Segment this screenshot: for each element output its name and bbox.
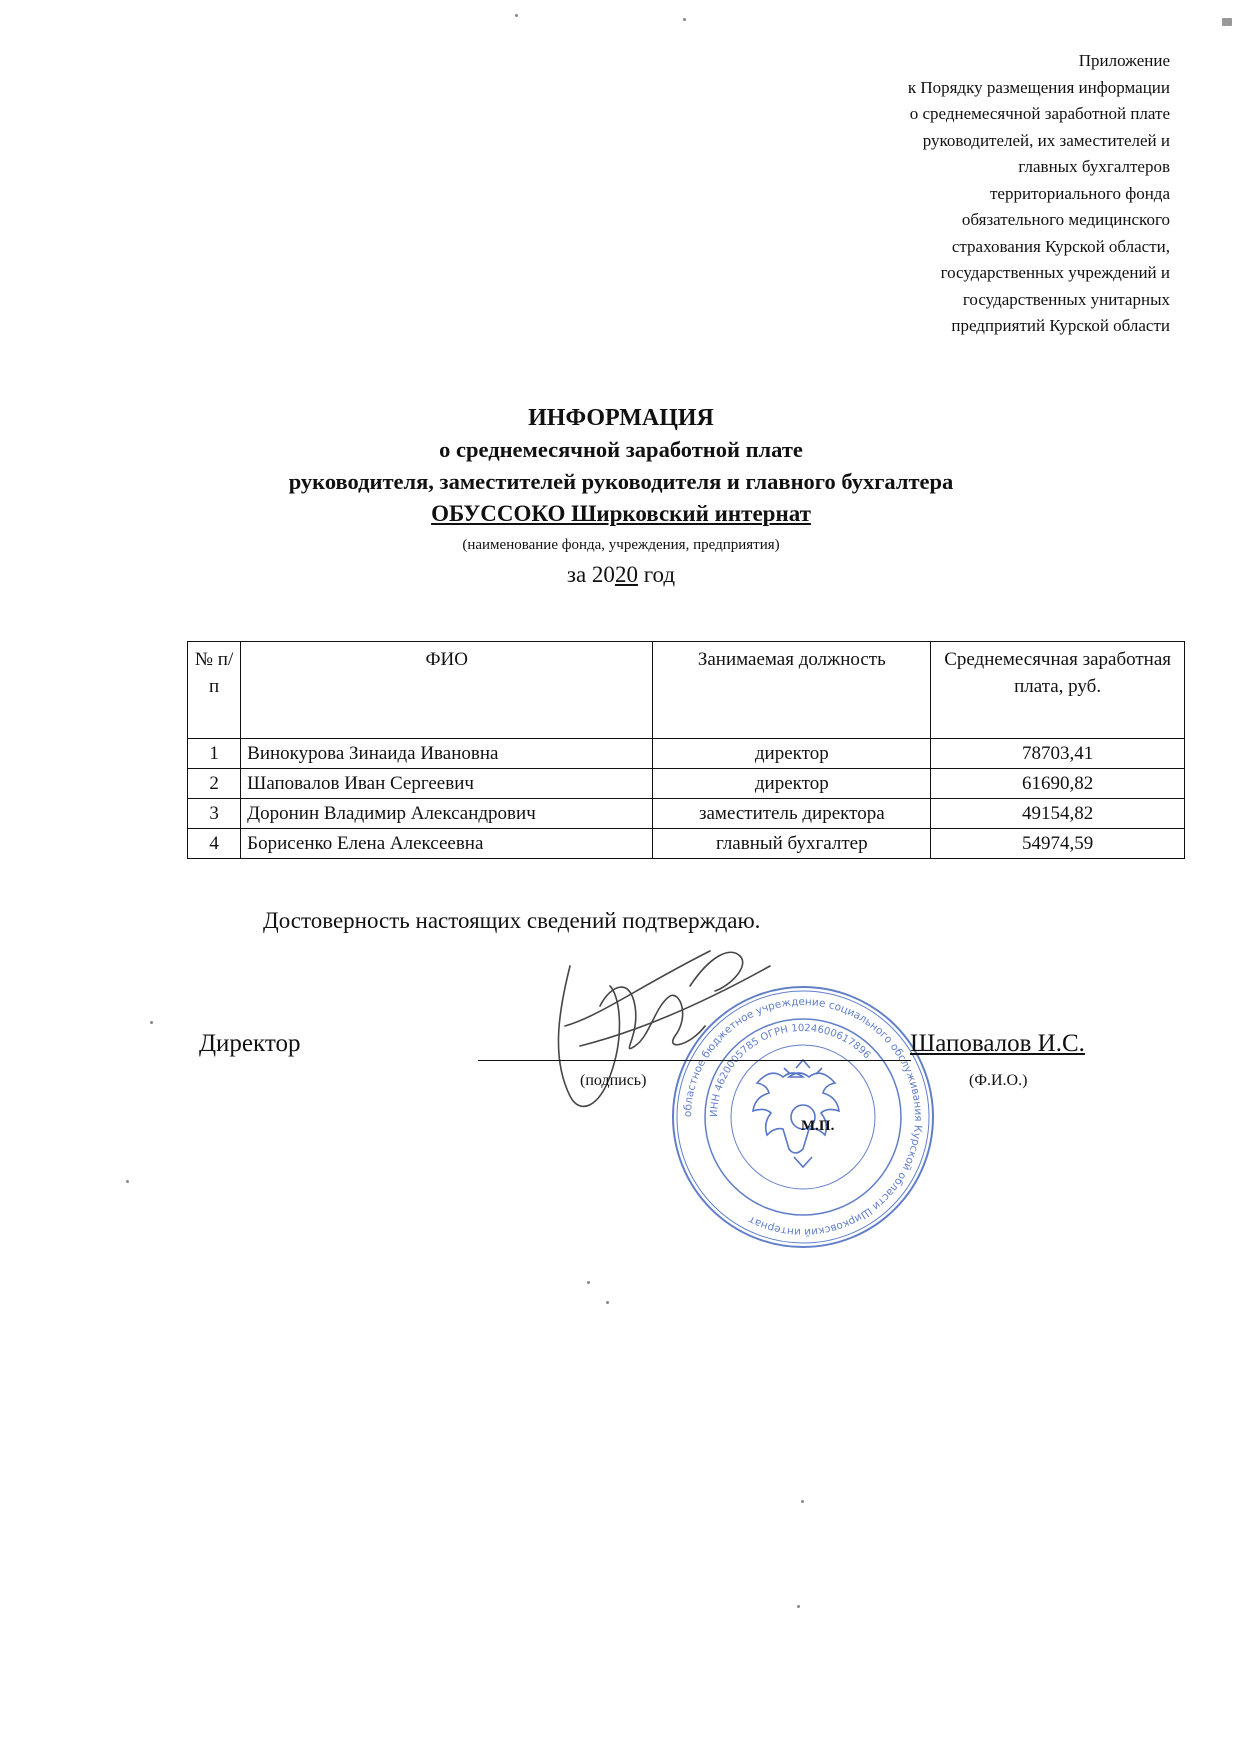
scan-speck <box>126 1180 129 1183</box>
appendix-line: обязательного медицинского <box>961 210 1170 229</box>
scan-speck <box>1222 18 1232 26</box>
cell-num: 4 <box>188 829 241 859</box>
appendix-line: территориального фонда <box>989 183 1170 203</box>
cell-salary: 78703,41 <box>931 739 1185 769</box>
appendix-line: Приложение <box>1078 51 1170 70</box>
cell-num: 1 <box>188 739 241 769</box>
header-salary: Среднемесячная заработная плата, руб. <box>931 642 1185 739</box>
year-suffix: 20 <box>614 562 638 587</box>
fio-caption: (Ф.И.О.) <box>969 1072 1028 1089</box>
organization-name-row <box>0 498 1242 530</box>
cell-num: 3 <box>188 799 241 829</box>
cell-name: Доронин Владимир Александрович <box>241 799 653 829</box>
header-name: ФИО <box>241 642 653 739</box>
appendix-line: руководителей, их заместителей и <box>922 130 1170 150</box>
cell-position: главный бухгалтер <box>653 829 931 859</box>
document-heading <box>0 402 1242 592</box>
scan-speck <box>587 1281 590 1284</box>
header-position: Занимаемая должность <box>653 642 931 739</box>
heading-line-2: руководителя, заместителей руководителя и главного бухгалтера <box>288 469 954 494</box>
cell-position: директор <box>653 769 931 799</box>
page-title: ИНФОРМАЦИЯ <box>528 405 714 431</box>
organization-name: ОБУССОКО Ширковский интернат <box>431 501 811 526</box>
year-prefix: за 20 <box>566 562 615 587</box>
header-num: № п/п <box>188 642 241 739</box>
appendix-line: предприятий Курской области <box>951 316 1170 335</box>
cell-salary: 61690,82 <box>931 769 1185 799</box>
table-header-row <box>188 642 1185 739</box>
cell-name: Шаповалов Иван Сергеевич <box>241 769 653 799</box>
cell-name: Борисенко Елена Алексеевна <box>241 829 653 859</box>
stamp-outer-text: областное бюджетное учреждение социального обслуживания Курской области Ширковский интернат <box>681 995 925 1239</box>
appendix-line: о среднемесячной заработной плате <box>909 104 1170 123</box>
stamp-inner-text: ИНН 4620005785 ОГРН 1024600617896 <box>708 1022 873 1118</box>
signer-name: Шаповалов И.С. <box>910 1030 1085 1057</box>
table-row <box>188 799 1185 829</box>
appendix-line: государственных унитарных <box>962 289 1170 309</box>
cell-salary: 49154,82 <box>931 799 1185 829</box>
scan-speck <box>606 1301 609 1304</box>
appendix-line: главных бухгалтеров <box>1018 157 1170 176</box>
appendix-line: страхования Курской области, <box>951 236 1170 256</box>
signer-role: Директор <box>199 1030 301 1057</box>
confirmation-text: Достоверность настоящих сведений подтверждаю. <box>263 908 761 933</box>
scan-speck <box>801 1500 804 1503</box>
cell-position: директор <box>653 739 931 769</box>
table-row <box>188 739 1185 769</box>
appendix-line: к Порядку размещения информации <box>907 77 1170 97</box>
cell-name: Винокурова Зинаида Ивановна <box>241 739 653 769</box>
heading-line-1: о среднемесячной заработной плате <box>439 437 803 462</box>
table-row <box>188 769 1185 799</box>
scan-speck <box>797 1605 800 1608</box>
signature-caption: (подпись) <box>580 1072 647 1089</box>
scan-speck <box>150 1021 153 1024</box>
year-word: год <box>637 562 676 587</box>
signature-line <box>478 1060 911 1061</box>
signature-block <box>0 1030 1242 1134</box>
appendix-block <box>750 48 1170 340</box>
appendix-line: государственных учреждений и <box>940 263 1170 282</box>
scan-speck <box>683 18 686 21</box>
cell-num: 2 <box>188 769 241 799</box>
cell-position: заместитель директора <box>653 799 931 829</box>
seal-place-mark: М.П. <box>801 1118 835 1134</box>
table-row <box>188 829 1185 859</box>
cell-salary: 54974,59 <box>931 829 1185 859</box>
salary-table <box>187 641 1185 859</box>
scan-speck <box>515 14 518 17</box>
organization-caption: (наименование фонда, учреждения, предприятия) <box>462 537 780 553</box>
report-year <box>0 558 1242 592</box>
